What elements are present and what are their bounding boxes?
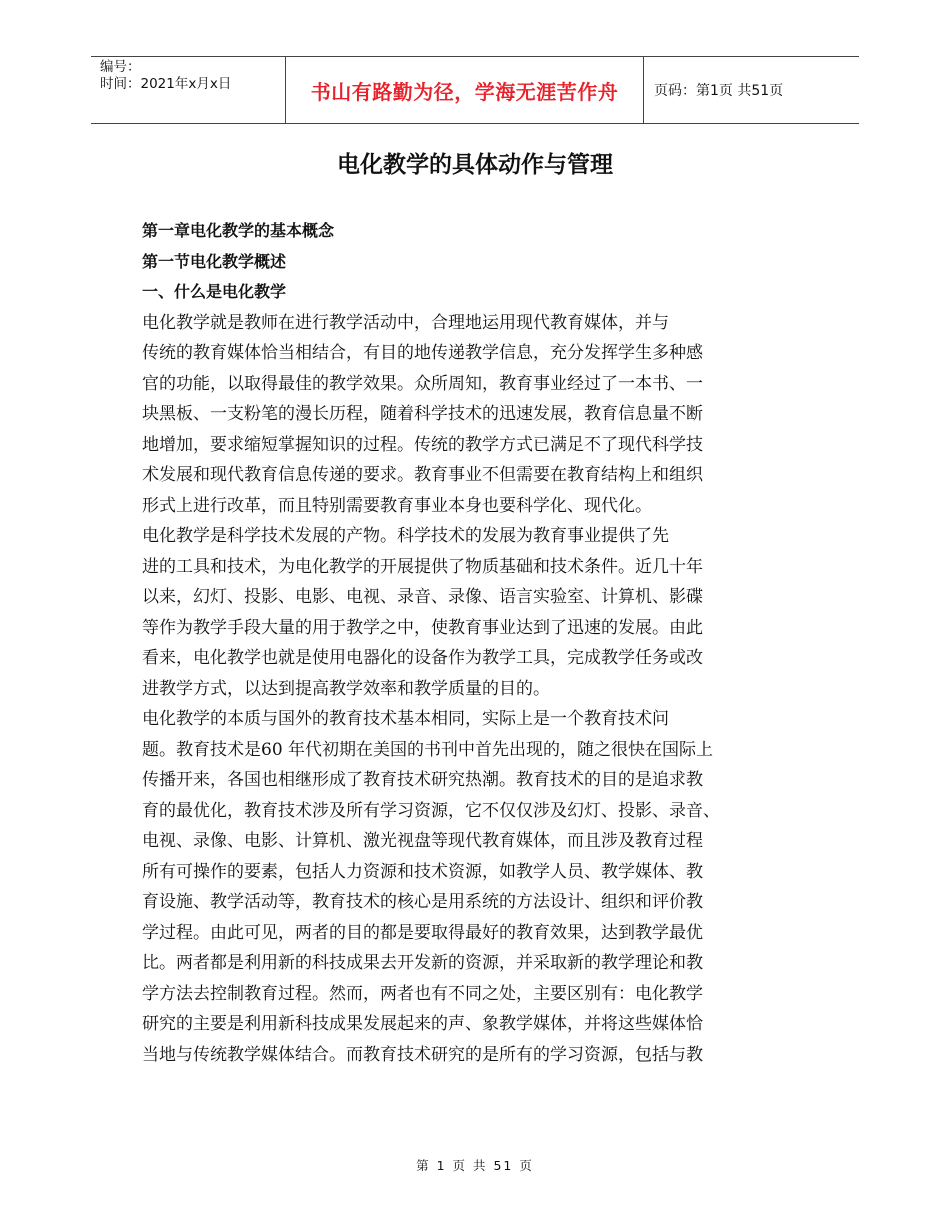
text-line: 进的工具和技术，为电化教学的开展提供了物质基础和技术条件。近几十年 [142, 556, 703, 577]
text-line: 以来，幻灯、投影、电影、电视、录音、录像、语言实验室、计算机、影碟 [142, 587, 703, 607]
text-line: 进教学方式，以达到提高教学效率和教学质量的目的。 [142, 678, 550, 699]
text-line: 等作为教学手段大量的用于教学之中，使教育事业达到了迅速的发展。由此 [142, 617, 703, 638]
text-line: 电化教学的本质与国外的教育技术基本相同，实际上是一个教育技术问 [142, 709, 669, 729]
document-body [142, 216, 772, 1070]
text-line: 看来，电化教学也就是使用电器化的设备作为教学工具，完成教学任务或改 [142, 648, 703, 668]
text-line: 所有可操作的要素，包括人力资源和技术资源，如教学人员、教学媒体、教 [142, 861, 703, 882]
text-line: 育设施、教学活动等，教育技术的核心是用系统的方法设计、组织和评价教 [142, 892, 703, 912]
text-line: 研究的主要是利用新科技成果发展起来的声、象教学媒体，并将这些媒体恰 [142, 1014, 703, 1034]
paragraph-3 [142, 704, 772, 1070]
subsection-heading: 一、什么是电化教学 [142, 282, 287, 301]
header-page-info: 页码：第1页 共51页 [654, 83, 784, 99]
text-line: 地增加，要求缩短掌握知识的过程。传统的教学方式已满足不了现代科学技 [142, 434, 703, 455]
header-motto: 书山有路勤为径，学海无涯苦作舟 [286, 57, 644, 123]
paragraph-2 [142, 521, 772, 704]
serial-label: 编号： [100, 59, 141, 75]
text-line: 当地与传统教学媒体结合。而教育技术研究的是所有的学习资源，包括与教 [142, 1044, 703, 1065]
text-line: 电化教学是科学技术发展的产物。科学技术的发展为教育事业提供了先 [142, 526, 669, 546]
text-line: 块黑板、一支粉笔的漫长历程，随着科学技术的迅速发展，教育信息量不断 [142, 404, 703, 424]
section-heading: 第一节电化教学概述 [142, 251, 287, 271]
text-line: 学方法去控制教育过程。然而，两者也有不同之处，主要区别有：电化教学 [142, 983, 703, 1004]
text-line: 育的最优化，教育技术涉及所有学习资源，它不仅仅涉及幻灯、投影、录音、 [142, 800, 720, 821]
text-line: 电视、录像、电影、计算机、激光视盘等现代教育媒体，而且涉及教育过程 [142, 831, 703, 851]
text-line: 术发展和现代教育信息传递的要求。教育事业不但需要在教育结构上和组织 [142, 465, 703, 485]
header-meta [91, 57, 286, 123]
document-title: 电化教学的具体动作与管理 [337, 152, 613, 178]
text-line: 学过程。由此可见，两者的目的都是要取得最好的教育效果，达到教学最优 [142, 922, 703, 943]
text-line: 比。两者都是利用新的科技成果去开发新的资源，并采取新的教学理论和教 [142, 953, 703, 973]
page-header [91, 56, 859, 124]
paragraph-1 [142, 308, 772, 522]
text-line: 传统的教育媒体恰当相结合，有目的地传递教学信息，充分发挥学生多种感 [142, 343, 703, 363]
text-line: 电化教学就是教师在进行教学活动中，合理地运用现代教育媒体，并与 [142, 312, 669, 333]
time-label: 时间：2021年x月x日 [100, 76, 232, 92]
chapter-heading: 第一章电化教学的基本概念 [142, 221, 335, 240]
text-line: 形式上进行改革，而且特别需要教育事业本身也要科学化、现代化。 [142, 495, 652, 516]
text-line: 题。教育技术是60 年代初期在美国的书刊中首先出现的，随之很快在国际上 [142, 739, 714, 760]
text-line: 官的功能，以取得最佳的教学效果。众所周知，教育事业经过了一本书、一 [142, 373, 703, 394]
text-line: 传播开来，各国也相继形成了教育技术研究热潮。教育技术的目的是追求教 [142, 770, 703, 790]
page-footer: 第 1 页 共 51 页 [416, 1158, 534, 1173]
